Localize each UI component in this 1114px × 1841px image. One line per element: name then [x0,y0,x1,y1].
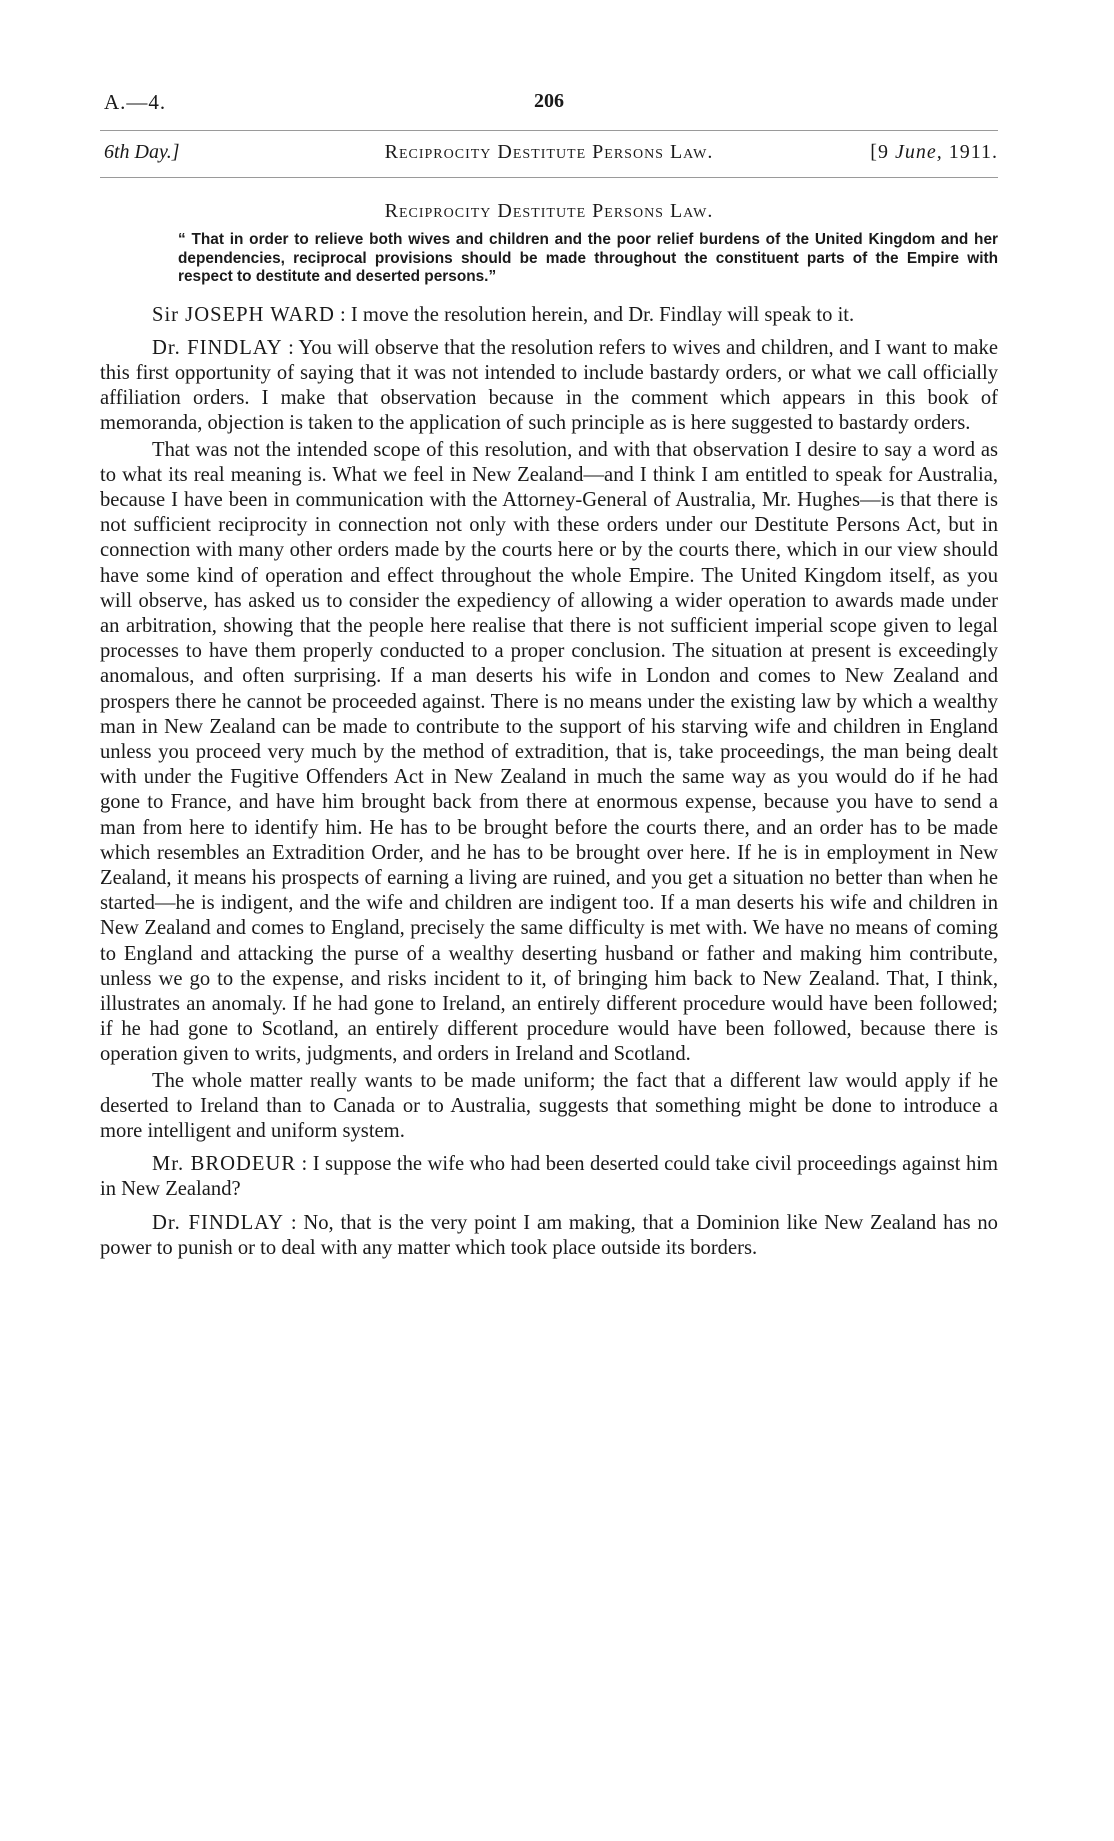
resolution-text: “ That in order to relieve both wives and children and the poor relief burdens of the United Kingdom and her dependencies, reciprocal provisions should be made throughout the constituent parts of the Empire with respect to destitute and deserted persons.” [178,231,998,285]
speaker-name: Dr. FINDLAY [152,1211,285,1234]
running-header-date [870,141,998,164]
document-page [100,90,998,1269]
paragraph-text: : I suppose the wife who had been deserted could take civil proceedings against him in New Zealand? [100,1153,998,1201]
paragraph-text: : No, that is the very point I am making, that a Dominion like New Zealand has no power to punish or to deal with any matter which took place outside its borders. [100,1211,998,1259]
paragraph-findlay-4 [100,1211,998,1261]
section-title: Reciprocity Destitute Persons Law. [384,200,714,222]
paragraph-ward [100,303,998,328]
page-number: 206 [534,90,564,112]
header-rule-bottom [100,177,998,178]
paragraph-brodeur [100,1152,998,1202]
paragraph-text: That was not the intended scope of this resolution, and with that observation I desire to say a word as to what its real meaning is. What we feel in New Zealand—and I think I am entitled to speak for Australia, because I have been in communication with the Attorney-General of Australia, Mr. Hughes—is that there is not sufficient reciprocity in connection not only with these orders under our Destitute Persons Act, but in connection with many other orders made by the courts here or by the courts there, which in our view should have some kind of operation and effect throughout the whole Empire. The United Kingdom itself, as you will observe, has asked us to consider the expediency of allowing a wider operation to awards made under an arbitration, showing that the people here realise that there is not sufficient imperial scope given to legal processes to have them properly conducted to a proper conclusion. The situation at present is exceedingly anomalous, and often surprising. If a man deserts his wife in London and comes to New Zealand and prospers there he cannot be proceeded against. There is no means under the existing law by which a wealthy man in New Zealand can be made to contribute to the support of his starving wife and children in England unless you proceed very much by the method of extradition, that is, take proceedings, the man being dealt with under the Fugitive Offenders Act in New Zealand in much the same way as you would do if he had gone to France, and have him brought back from there at enormous expense, because you have to send a man from here to identify him. He has to be brought before the courts there, and an order has to be made which resembles an Extradition Order, and he has to be brought over here. If he is in employment in New Zealand, it means his prospects of earning a living are ruined, and you get a situation no better than when he started—he is indigent, and the wife and children are indigent too. If a man deserts his wife and children in New Zealand and comes to England, precisely the same difficulty is met with. We have no means of coming to England and attacking the purse of a wealthy deserting husband or father and making him contribute, unless we go to the expense, and risks incident to it, of bringing him back to New Zealand. That, I think, illustrates an anomaly. If he had gone to Ireland, an entirely different procedure would have been followed; if he had gone to Scotland, an entirely different procedure would have been followed, because there is operation given to writs, judgments, and orders in Ireland and Scotland. [100,438,998,1066]
running-header-title: Reciprocity Destitute Persons Law. [384,141,714,163]
paragraph-findlay-1 [100,336,998,437]
speaker-name: Mr. BRODEUR [152,1153,297,1176]
running-header-day: 6th Day.] [104,141,180,163]
date-month: June, [894,141,943,163]
speaker-name: Sir JOSEPH WARD [152,303,335,326]
page-top-line [100,90,998,130]
running-header [100,131,998,177]
paragraph-findlay-3 [100,1069,998,1145]
document-reference: A.—4. [104,90,167,114]
speaker-name: Dr. FINDLAY [152,336,283,359]
date-prefix: [9 [870,141,895,163]
paragraph-text: : You will observe that the resolution refers to wives and children, and I want to make this first opportunity of saying that it was not intended to include bastardy orders, or what we call officially affiliation orders. I make that observation because in the comment which appears in this book of memoranda, objection is taken to the application of such principle as is here suggested to bastardy orders. [100,336,998,435]
date-year: 1911. [942,141,998,163]
paragraph-text: The whole matter really wants to be made uniform; the fact that a different law would apply if he deserted to Ireland than to Canada or to Australia, suggests that something might be done to introduce a more intelligent and uniform system. [100,1069,998,1142]
paragraph-text: : I move the resolution herein, and Dr. Findlay will speak to it. [340,303,855,326]
paragraph-findlay-2 [100,438,998,1068]
